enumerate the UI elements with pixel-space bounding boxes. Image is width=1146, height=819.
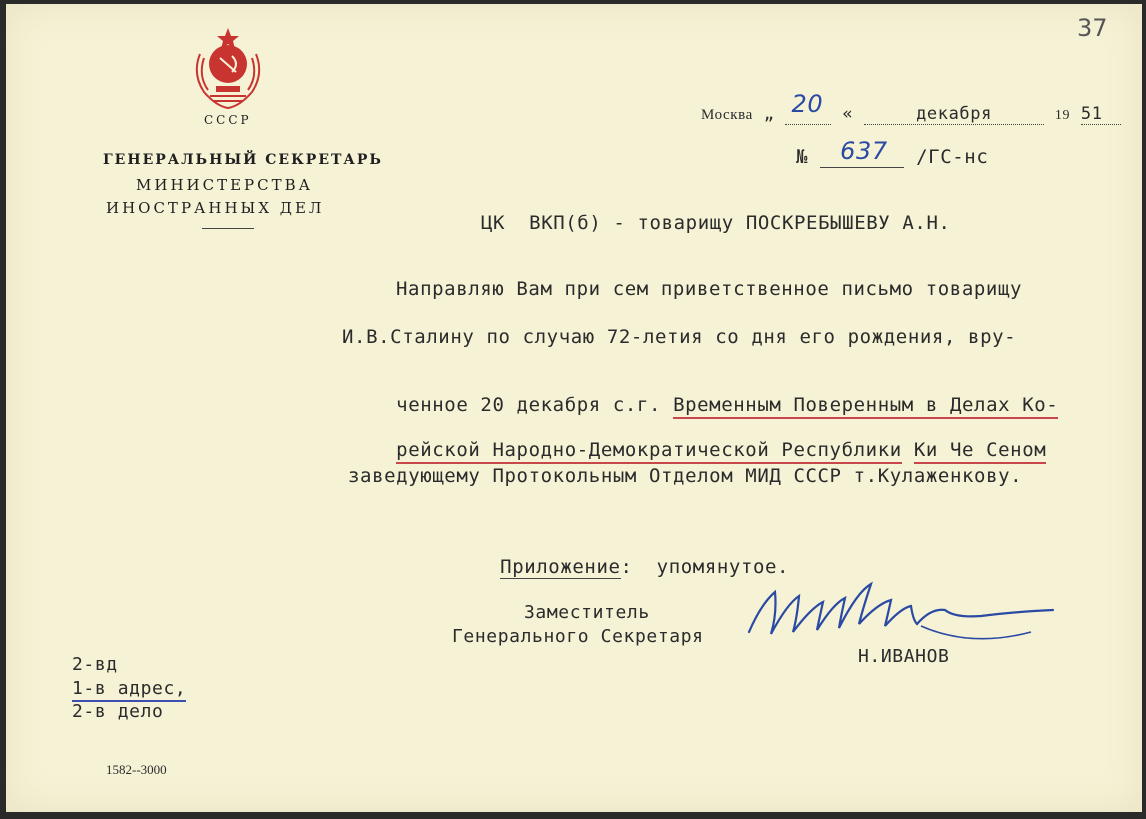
distribution-line-3: 2-в дело: [72, 701, 164, 722]
distribution-line-1: 2-вд: [72, 654, 118, 675]
letterhead-line-3: ИНОСТРАННЫХ ДЕЛ: [106, 199, 325, 217]
enclosure-label: Приложение: [500, 556, 621, 578]
number-suffix: /ГС-нс: [916, 146, 989, 168]
year-prefix: 19: [1054, 108, 1071, 123]
reference-number: [796, 137, 989, 168]
print-code: 1582--3000: [106, 762, 167, 777]
body-line-1: Направляю Вам при сем приветственное письмо товарищу: [396, 278, 1023, 300]
body-line-4c: Ки Че Сеном: [914, 439, 1046, 464]
body-line-3b: Временным Поверенным в Делах Ко-: [673, 394, 1058, 419]
addressee: ЦК ВКП(б) - товарищу ПОСКРЕБЫШЕВУ А.Н.: [481, 212, 951, 234]
city: Москва: [701, 107, 753, 123]
body-line-4a: рейской Народно-Демократической Республики: [396, 439, 902, 464]
body-line-2: И.В.Сталину по случаю 72-летия со дня его рождения, вру-: [342, 326, 1017, 348]
letterhead-line-1: ГЕНЕРАЛЬНЫЙ СЕКРЕТАРЬ: [103, 152, 383, 168]
enclosure-value: упомянутое.: [632, 556, 790, 578]
enclosure: [452, 534, 789, 600]
number-field: [820, 137, 904, 168]
year-field: [1081, 104, 1121, 125]
day-value: 20: [791, 90, 824, 118]
date-line: [701, 90, 1121, 125]
body-line-4b: [902, 439, 914, 461]
signer-title-2: Генерального Секретаря: [452, 626, 704, 647]
body-line-5: заведующему Протокольным Отделом МИД СССР т.Кулаженкову.: [348, 465, 1023, 487]
distribution-line-2-text: 1-в адрес,: [72, 678, 186, 702]
month-value: декабря: [916, 104, 992, 124]
distribution-line-2: [72, 678, 186, 699]
number-value: 637: [840, 137, 888, 165]
body-line-3a: ченное 20 декабря с.г.: [396, 394, 674, 416]
signer-name: Н.ИВАНОВ: [858, 646, 950, 667]
number-sign: №: [796, 146, 809, 168]
quote-close: «: [842, 104, 854, 124]
day-field: [785, 90, 831, 125]
signer-title-1: Заместитель: [524, 602, 650, 623]
enclosure-colon: :: [620, 556, 633, 578]
letterhead-divider: [202, 228, 254, 229]
letterhead-line-2: МИНИСТЕРСТВА: [136, 176, 313, 194]
year-suffix: 51: [1080, 104, 1103, 124]
document-page: [6, 4, 1142, 812]
month-field: [864, 104, 1044, 125]
emblem-icon: [186, 24, 270, 116]
handwritten-signature: [741, 574, 1061, 658]
quote-open: „: [763, 104, 775, 124]
page-number: 37: [1077, 14, 1108, 42]
letterhead-country: СССР: [204, 113, 252, 127]
